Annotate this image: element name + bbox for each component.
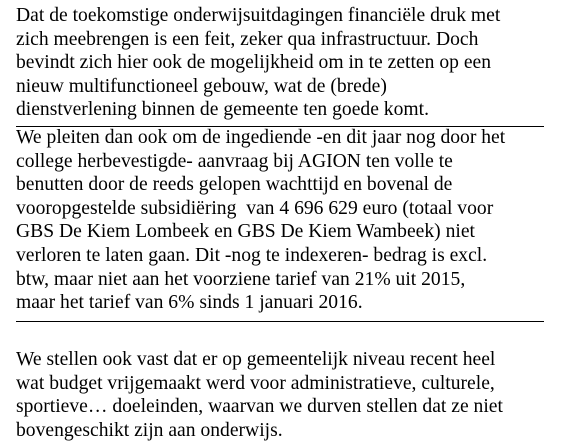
text-line: We pleiten dan ook om de ingediende -en dit jaar nog door het — [16, 127, 506, 148]
text-line: vooropgestelde subsidiëring van 4 696 629 euro (totaal voor — [16, 197, 494, 219]
text-line: Dat de toekomstige onderwijsuitdagingen financiële druk met — [16, 5, 501, 26]
text-line: btw, maar niet aan het voorziene tarief van 21% uit 2015, — [16, 268, 466, 290]
text-line: GBS De Kiem Lombeek en GBS De Kiem Wambeek) niet — [16, 221, 475, 243]
text-line: college herbevestigde- aanvraag bij AGION ten volle te — [16, 150, 453, 172]
text-line: nieuw multifunctioneel gebouw, wat de (brede) — [16, 75, 387, 97]
text-line: sportieve… doeleinden, waarvan we durven stellen dat ze niet — [16, 396, 503, 418]
text-line: benutten door de reeds gelopen wachttijd en bovenal de — [16, 174, 453, 196]
text-line: zich meebrengen is een feit, zeker qua infrastructuur. Doch — [16, 28, 479, 50]
paragraph-agion-subsidy — [16, 126, 546, 315]
text-line: dienstverlening binnen de gemeente ten goede komt. — [16, 99, 429, 121]
text-line: bevindt zich hier ook de mogelijkheid om in te zetten op een — [16, 52, 492, 74]
text-line: wat budget vrijgemaakt werd voor administratieve, culturele, — [16, 372, 495, 394]
text-line: verloren te laten gaan. Dit -nog te indexeren- bedrag is excl. — [16, 244, 488, 266]
paragraph-infrastructure — [16, 4, 546, 122]
text-line: We stellen ook vast dat er op gemeentelijk niveau recent heel — [16, 349, 496, 370]
text-line: bovengeschikt zijn aan onderwijs. — [16, 419, 283, 441]
text-line: maar het tarief van 6% sinds 1 januari 2016. — [16, 292, 363, 314]
paragraph-municipal-budget — [16, 348, 546, 442]
horizontal-rule — [16, 321, 544, 322]
